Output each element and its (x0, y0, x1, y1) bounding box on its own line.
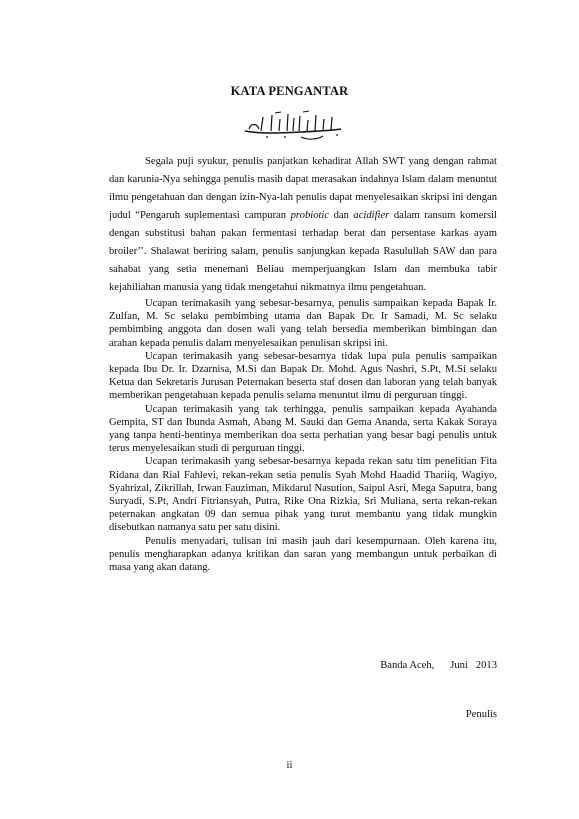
basmalah-calligraphy (241, 109, 345, 141)
paragraph-1-part-1: Segala puji syukur, penulis panjatkan kehadirat Allah SWT yang dengan rahmat dan karunia-Nya sehingga penulis masih dapat merasakan indahnya Islam dalam menuntut ilmu pengetahuan dan dengan izin-Nya-lah penulis dapat menyelesaikan skripsi ini dengan judul “Pengaruh suplementasi campuran (109, 156, 497, 221)
paragraph-4: Ucapan terimakasih yang tak terhingga, penulis sampaikan kepada Ayahanda Gempita, ST dan Ibunda Asmah, Abang M. Sauki dan Gema Ananda, serta Kakak Soraya yang tanpa henti-hentinya memberikan doa serta perhatian yang besar bagi penulis untuk terus menyelesaikan studi di perguruan tinggi. (109, 403, 497, 455)
paragraph-2: Ucapan terimakasih yang sebesar-besarnya, penulis sampaikan kepada Bapak Ir. Zulfan, M. Sc selaku pembimbing utama dan Bapak Dr. Ir Samadi, M. Sc selaku pembimbing anggota dan dosen wali yang telah bersedia memberikan bimbingan dan arahan kepada penulis dalam menyelesaikan penulisan skripsi ini. (109, 298, 497, 349)
body-text (109, 153, 497, 574)
signature-place-date: Banda Aceh, Juni 2013 (380, 660, 497, 671)
signature-author: Penulis (465, 709, 497, 720)
term-acidifier: acidifier (353, 210, 390, 221)
page-title: KATA PENGANTAR (230, 84, 349, 98)
paragraph-3: Ucapan terimakasih yang sebesar-besarnya tidak lupa pula penulis sampaikan kepada Ibu Dr. Ir. Dzarnisa, M.Si dan Bapak Dr. Mohd. Agus Nashri, S.Pt, M.Si selaku Ketua dan Sekretaris Jurusan Peternakan beserta staf dosen dan laboran yang telah banyak memberikan pengetahuan kepada penulis selama menuntut ilmu di perguruan tinggi. (109, 350, 497, 402)
paragraph-5: Ucapan terimakasih yang sebesar-besarnya kepada rekan satu tim penelitian Fita Ridana dan Rial Fahlevi, rekan-rekan setia penulis Syah Mohd Haadid Thariiq, Wagiyo, Syahrizal, Zikrillah, Irwan Fauziman, Mikdarul Nasution, Saipul Asri, Mega Saputra, bang Suryadi, S.Pt, Andri Fitriansyah, Putra, Rike Ona Rizkia, Sri Muliana, serta rekan-rekan peternakan angkatan 09 dan semua pihak yang turut membantu yang tidak mungkin disebutkan namanya satu per satu disini. (109, 456, 497, 534)
page-number: ii (286, 760, 293, 771)
term-probiotic: probiotic (290, 210, 330, 221)
paragraph-1 (109, 153, 497, 297)
paragraph-1-part-3: dalam ransum komersil dengan substitusi bahan pakan fermentasi terhadap berat dan persentase karkas ayam broiler’’. Shalawat beriring salam, penulis sanjungkan kepada Rasulullah SAW dan para sahabat yang setia menemani Beliau memperjuangkan Islam dan membuka tabir kejahiliahan manusia yang tidak mengetahui nikmatnya ilmu pengetahuan. (109, 210, 497, 293)
paragraph-1-part-2: dan (329, 210, 354, 221)
paragraph-6: Penulis menyadari, tulisan ini masih jauh dari kesempurnaan. Oleh karena itu, penulis mengharapkan adanya kritikan dan saran yang membangun untuk perbaikan di masa yang akan datang. (109, 535, 497, 574)
